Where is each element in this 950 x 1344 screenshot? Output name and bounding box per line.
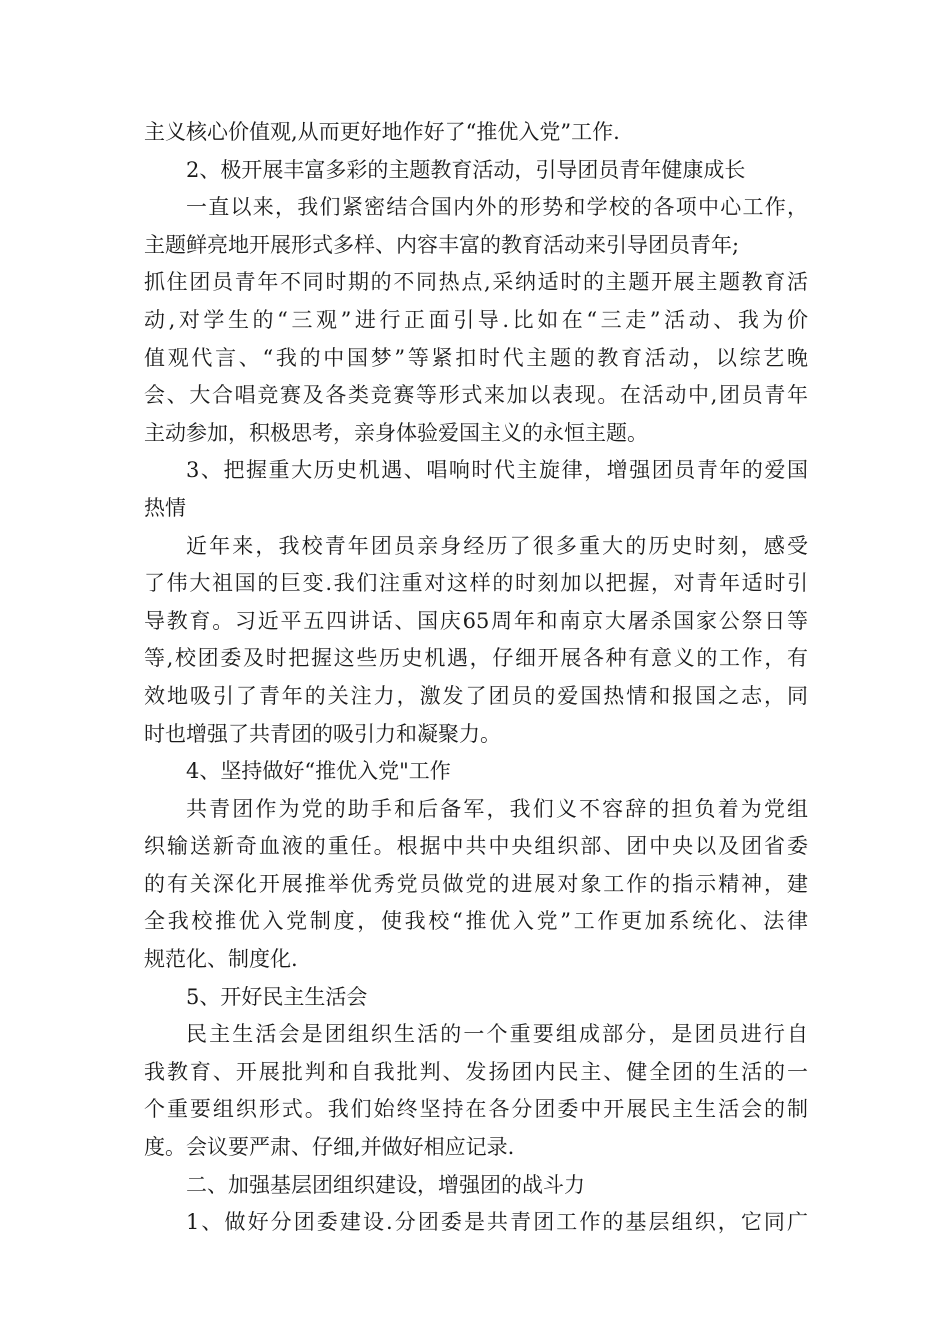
text-line: 共青团作为党的助手和后备军，我们义不容辞的担负着为党组 — [186, 796, 808, 821]
text-line: 会、大合唱竞赛及各类竞赛等形式来加以表现。在活动中,团员青年 — [144, 383, 808, 408]
text-line: 的有关深化开展推举优秀党员做党的进展对象工作的指示精神，建 — [144, 871, 808, 896]
text-line: 导教育。习近平五四讲话、国庆65周年和南京大屠杀国家公祭日等 — [144, 608, 808, 633]
text-line: 值观代言、“我的中国梦”等紧扣时代主题的教育活动，以综艺晚 — [144, 345, 808, 370]
text-line: 个重要组织形式。我们始终坚持在各分团委中开展民主生活会的制 — [144, 1097, 808, 1122]
text-line: 3、把握重大历史机遇、唱响时代主旋律，增强团员青年的爱国 — [186, 458, 808, 483]
text-line: 一直以来，我们紧密结合国内外的形势和学校的各项中心工作， — [186, 195, 808, 220]
text-line: 动,对学生的“三观”进行正面引导.比如在“三走”活动、我为价 — [144, 307, 808, 332]
text-line: 规范化、制度化. — [144, 947, 298, 972]
text-line: 近年来，我校青年团员亲身经历了很多重大的历史时刻，感受 — [186, 533, 808, 558]
text-line: 主题鲜亮地开展形式多样、内容丰富的教育活动来引导团员青年; — [144, 232, 740, 257]
text-line: 效地吸引了青年的关注力，激发了团员的爱国热情和报国之志，同 — [144, 683, 808, 708]
text-line: 主动参加，积极思考，亲身体验爱国主义的永恒主题。 — [144, 420, 648, 445]
text-line: 全我校推优入党制度，使我校“推优入党”工作更加系统化、法律 — [144, 909, 808, 934]
text-line: 时也增强了共青团的吸引力和凝聚力。 — [144, 721, 501, 746]
text-line: 了伟大祖国的巨变.我们注重对这样的时刻加以把握，对青年适时引 — [144, 571, 808, 596]
text-line: 2、极开展丰富多彩的主题教育活动，引导团员青年健康成长 — [186, 157, 746, 182]
text-line: 1、做好分团委建设.分团委是共青团工作的基层组织，它同广 — [186, 1210, 808, 1235]
text-line: 5、开好民主生活会 — [186, 984, 368, 1009]
text-line: 热情 — [144, 495, 186, 520]
text-line: 民主生活会是团组织生活的一个重要组成部分，是团员进行自 — [186, 1022, 808, 1047]
text-line: 度。会议要严肃、仔细,并做好相应记录. — [144, 1135, 515, 1160]
text-line: 二、加强基层团组织建设，增强团的战斗力 — [186, 1172, 585, 1197]
text-line: 主义核心价值观,从而更好地作好了“推优入党”工作. — [144, 120, 620, 144]
text-line: 等,校团委及时把握这些历史机遇，仔细开展各种有意义的工作，有 — [144, 646, 808, 671]
text-line: 抓住团员青年不同时期的不同热点,采纳适时的主题开展主题教育活 — [144, 270, 808, 295]
text-line: 4、坚持做好“推优入党"工作 — [186, 759, 451, 784]
text-line: 织输送新奇血液的重任。根据中共中央组织部、团中央以及团省委 — [144, 834, 808, 859]
document-body — [144, 114, 808, 1242]
text-line: 我教育、开展批判和自我批判、发扬团内民主、健全团的生活的一 — [144, 1059, 808, 1084]
